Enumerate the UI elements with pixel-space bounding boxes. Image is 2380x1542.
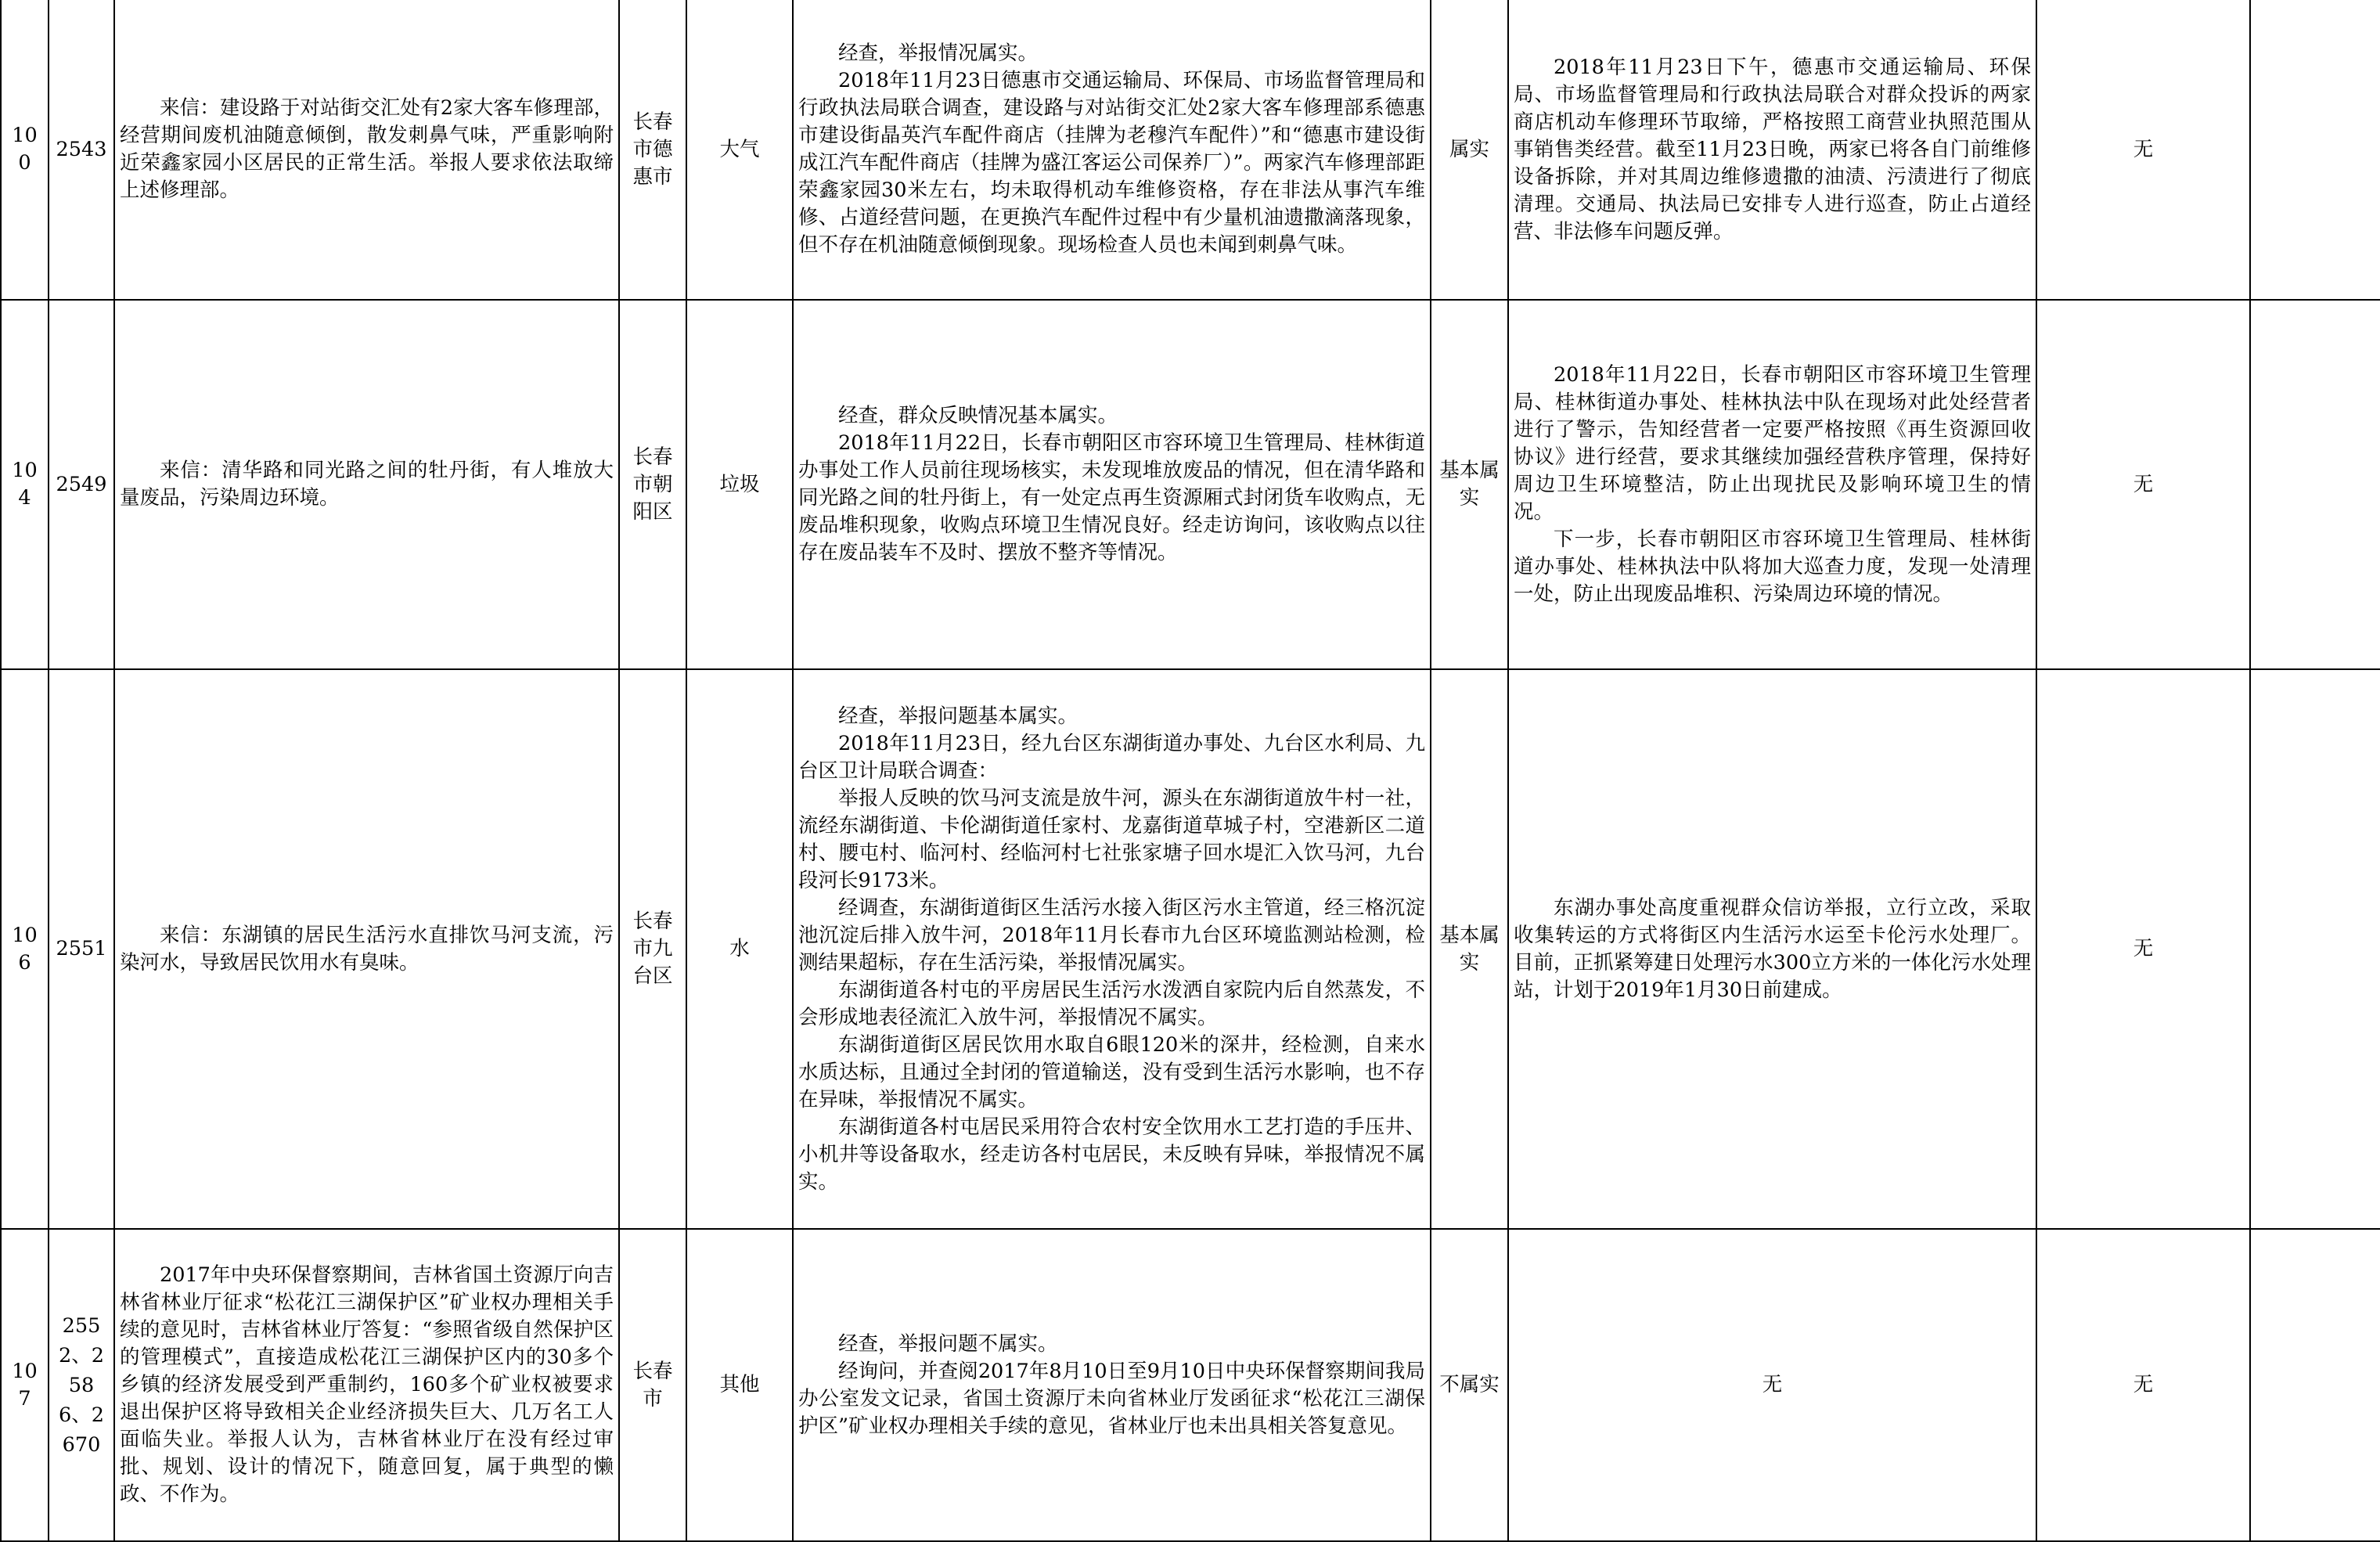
table-row: [1, 0, 2380, 300]
id-cell: 2543: [49, 0, 114, 300]
accountability-cell: 无: [2036, 300, 2250, 669]
region-cell: 长春市: [619, 1229, 686, 1541]
findings-para: 经调查，东湖街道街区生活污水接入街区污水主管道，经三格沉淀池沉淀后排入放牛河，2018年11月长春市九台区环境监测站检测，检测结果超标，存在生活污染，举报情况属实。: [798, 895, 1425, 975]
accountability-cell: 无: [2036, 0, 2250, 300]
handling-cell: [1508, 669, 2036, 1229]
seq-cell: 106: [1, 669, 49, 1229]
id-cell: 2551: [49, 669, 114, 1229]
complaint-cell: [114, 300, 619, 669]
findings-cell: [793, 0, 1431, 300]
category-cell: 水: [686, 669, 793, 1229]
id-cell: 2552、2586、2670: [49, 1229, 114, 1541]
extra-cell: [2250, 1229, 2380, 1541]
id-cell: 2549: [49, 300, 114, 669]
findings-para: 经询问，并查阅2017年8月10日至9月10日中央环保督察期间我局办公室发文记录，省国土资源厅未向省林业厅发函征求“松花江三湖保护区”矿业权办理相关手续的意见，省林业厅也未出具相关答复意见。: [798, 1359, 1425, 1438]
table-row: [1, 1229, 2380, 1541]
verdict-cell: 基本属实: [1431, 300, 1508, 669]
seq-cell: 100: [1, 0, 49, 300]
seq-cell: 107: [1, 1229, 49, 1541]
extra-cell: [2250, 300, 2380, 669]
findings-para: 经查，举报情况属实。: [838, 41, 1039, 65]
handling-para: 东湖办事处高度重视群众信访举报，立行立改，采取收集转运的方式将街区内生活污水运至卡伦污水处理厂。目前，正抓紧筹建日处理污水300立方米的一体化污水处理站，计划于2019年1月30日前建成。: [1514, 895, 2031, 1002]
findings-para: 2018年11月23日，经九台区东湖街道办事处、九台区水利局、九台区卫计局联合调查：: [798, 731, 1425, 783]
findings-cell: [793, 1229, 1431, 1541]
complaint-text: 来信：东湖镇的居民生活污水直排饮马河支流，污染河水，导致居民饮用水有臭味。: [120, 923, 614, 975]
complaint-text: 来信：清华路和同光路之间的牡丹街，有人堆放大量废品，污染周边环境。: [120, 459, 614, 510]
complaint-text: 来信：建设路于对站街交汇处有2家大客车修理部，经营期间废机油随意倾倒，散发刺鼻气味，严重影响附近荣鑫家园小区居民的正常生活。举报人要求依法取缔上述修理部。: [120, 96, 614, 202]
accountability-cell: 无: [2036, 1229, 2250, 1541]
region-cell: 长春市九台区: [619, 669, 686, 1229]
region-cell: 长春市朝阳区: [619, 300, 686, 669]
accountability-cell: 无: [2036, 669, 2250, 1229]
category-cell: 垃圾: [686, 300, 793, 669]
region-cell: 长春市德惠市: [619, 0, 686, 300]
table-row: [1, 669, 2380, 1229]
handling-para: 2018年11月23日下午，德惠市交通运输局、环保局、市场监督管理局和行政执法局联合对群众投诉的两家商店机动车修理环节取缔，严格按照工商营业执照范围从事销售类经营。截至11月23日晚，两家已将各自门前维修设备拆除，并对其周边维修遗撒的油渍、污渍进行了彻底清理。交通局、执法局已安排专人进行巡查，防止占道经营、非法修车问题反弹。: [1514, 55, 2031, 243]
category-cell: 大气: [686, 0, 793, 300]
complaint-text: 2017年中央环保督察期间，吉林省国土资源厅向吉林省林业厅征求“松花江三湖保护区”矿业权办理相关手续的意见时，吉林省林业厅答复：“参照省级自然保护区的管理模式”，直接造成松花江三湖保护区内的30多个乡镇的经济发展受到严重制约，160多个矿业权被要求退出保护区将导致相关企业经济损失巨大、几万名工人面临失业。举报人认为，吉林省林业厅在没有经过审批、规划、设计的情况下，随意回复，属于典型的懒政、不作为。: [120, 1263, 614, 1506]
category-cell: 其他: [686, 1229, 793, 1541]
findings-para: 经查，群众反映情况基本属实。: [838, 404, 1118, 427]
extra-cell: [2250, 669, 2380, 1229]
findings-cell: [793, 669, 1431, 1229]
complaint-cell: [114, 669, 619, 1229]
findings-para: 2018年11月23日德惠市交通运输局、环保局、市场监督管理局和行政执法局联合调查，建设路与对站街交汇处2家大客车修理部系德惠市建设街晶英汽车配件商店（挂牌为老穆汽车配件）”和“德惠市建设街成江汽车配件商店（挂牌为盛江客运公司保养厂）”。两家汽车修理部距荣鑫家园30米左右，均未取得机动车维修资格，存在非法从事汽车维修、占道经营问题，在更换汽车配件过程中有少量机油遗撒滴落现象，但不存在机油随意倾倒现象。现场检查人员也未闻到刺鼻气味。: [798, 69, 1425, 257]
findings-cell: [793, 300, 1431, 669]
verdict-cell: 属实: [1431, 0, 1508, 300]
seq-cell: 104: [1, 300, 49, 669]
handling-para: 2018年11月22日，长春市朝阳区市容环境卫生管理局、桂林街道办事处、桂林执法中队在现场对此处经营者进行了警示，告知经营者一定要严格按照《再生资源回收协议》进行经营，要求其继续加强经营秩序管理，保持好周边卫生环境整洁，防止出现扰民及影响环境卫生的情况。: [1514, 362, 2031, 524]
extra-cell: [2250, 0, 2380, 300]
handling-para: 下一步，长春市朝阳区市容环境卫生管理局、桂林街道办事处、桂林执法中队将加大巡查力度，发现一处清理一处，防止出现废品堆积、污染周边环境的情况。: [1514, 527, 2031, 606]
findings-para: 东湖街道各村屯居民采用符合农村安全饮用水工艺打造的手压井、小机井等设备取水，经走访各村屯居民，未反映有异味，举报情况不属实。: [798, 1115, 1425, 1194]
verdict-cell: 不属实: [1431, 1229, 1508, 1541]
findings-para: 东湖街道各村屯的平房居民生活污水泼洒自家院内后自然蒸发，不会形成地表径流汇入放牛河，举报情况不属实。: [798, 978, 1425, 1029]
findings-para: 2018年11月22日，长春市朝阳区市容环境卫生管理局、桂林街道办事处工作人员前往现场核实，未发现堆放废品的情况，但在清华路和同光路之间的牡丹街上，有一处定点再生资源厢式封闭货车收购点，无废品堆积现象，收购点环境卫生情况良好。经走访询问，该收购点以往存在废品装车不及时、摆放不整齐等情况。: [798, 431, 1425, 564]
handling-cell: [1508, 0, 2036, 300]
handling-cell: 无: [1508, 1229, 2036, 1541]
findings-para: 东湖街道街区居民饮用水取自6眼120米的深井，经检测，自来水水质达标，且通过全封闭的管道输送，没有受到生活污水影响，也不存在异味，举报情况不属实。: [798, 1032, 1425, 1111]
findings-para: 经查，举报问题不属实。: [838, 1331, 1058, 1356]
handling-cell: [1508, 300, 2036, 669]
table-row: [1, 300, 2380, 669]
complaint-cell: [114, 1229, 619, 1541]
findings-para: 经查，举报问题基本属实。: [838, 704, 1078, 728]
complaint-cell: [114, 0, 619, 300]
verdict-cell: 基本属实: [1431, 669, 1508, 1229]
findings-para: 举报人反映的饮马河支流是放牛河，源头在东湖街道放牛村一社，流经东湖街道、卡伦湖街道任家村、龙嘉街道草城子村，空港新区二道村、腰屯村、临河村、经临河村七社张家塘子回水堤汇入饮马河，九台段河长9173米。: [798, 786, 1425, 892]
